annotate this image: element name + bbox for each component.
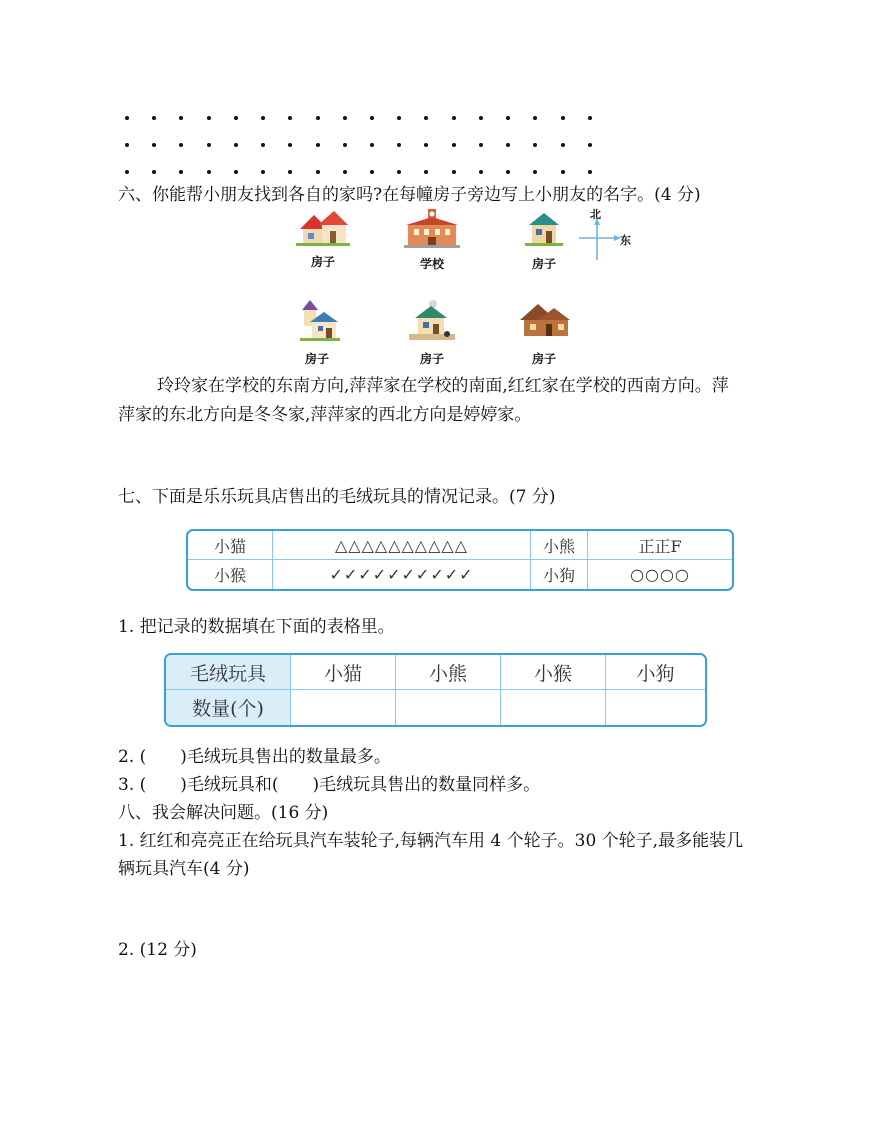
house-label: 房子: [531, 257, 556, 271]
tally-record-table: [186, 529, 734, 591]
house-farm: [397, 298, 467, 367]
record-cell: 小猫: [188, 531, 273, 560]
house-icon: [514, 298, 574, 344]
house-brown: [509, 298, 579, 367]
house-label: 房子: [310, 255, 335, 269]
grid-dot: [472, 158, 499, 185]
compass-east-label: 东: [620, 234, 631, 247]
house-teal: [509, 207, 579, 272]
grid-dot: [390, 104, 417, 131]
dot-grid: [118, 104, 608, 170]
grid-dot: [172, 158, 199, 185]
section8-title: 八、我会解决问题。(16 分): [118, 803, 329, 823]
record-cell: 小狗: [531, 560, 588, 589]
grid-dot: [145, 131, 172, 158]
table-header-cell: 毛绒玩具: [166, 655, 291, 690]
section8-question2: 2. (12 分): [118, 940, 197, 960]
grid-dot: [363, 158, 390, 185]
school-icon: [402, 207, 462, 249]
section7-title: 七、下面是乐乐玩具店售出的毛绒玩具的情况记录。(7 分): [118, 487, 556, 507]
house-icon: [294, 207, 352, 247]
grid-dot: [309, 104, 336, 131]
answer-cell[interactable]: [396, 690, 501, 725]
grid-dot: [309, 158, 336, 185]
grid-dot: [417, 131, 444, 158]
dot-row: [118, 104, 608, 131]
compass-north-label: 北: [590, 208, 601, 221]
grid-dot: [145, 158, 172, 185]
answer-cell[interactable]: [606, 690, 705, 725]
grid-dot: [200, 158, 227, 185]
dot-row: [118, 158, 608, 185]
house-tower: [282, 298, 352, 367]
school: [397, 207, 467, 272]
grid-dot: [445, 104, 472, 131]
grid-dot: [336, 104, 363, 131]
record-cell-marks: △△△△△△△△△△: [273, 531, 531, 560]
record-cell-marks: ✓✓✓✓✓✓✓✓✓✓: [273, 560, 531, 589]
house-label: 房子: [304, 352, 329, 366]
grid-dot: [554, 158, 581, 185]
grid-dot: [336, 158, 363, 185]
grid-dot: [390, 131, 417, 158]
school-label: 学校: [419, 257, 444, 271]
grid-dot: [581, 104, 608, 131]
grid-dot: [363, 104, 390, 131]
grid-dot: [390, 158, 417, 185]
section7-question3: 3. ( )毛绒玩具和( )毛绒玩具售出的数量同样多。: [118, 775, 541, 795]
grid-dot: [363, 131, 390, 158]
table-header-cell: 小猫: [291, 655, 396, 690]
section6-paragraph-line1: 玲玲家在学校的东南方向,萍萍家在学校的南面,红红家在学校的西南方向。萍: [157, 376, 729, 396]
grid-dot: [499, 104, 526, 131]
dot-row: [118, 131, 608, 158]
quantity-table: [164, 653, 707, 727]
answer-cell[interactable]: [501, 690, 606, 725]
grid-dot: [581, 158, 608, 185]
grid-dot: [227, 131, 254, 158]
grid-dot: [145, 104, 172, 131]
grid-dot: [472, 131, 499, 158]
house-icon: [288, 298, 346, 344]
record-cell-marks: 正正F: [588, 531, 732, 560]
grid-dot: [281, 104, 308, 131]
house-label: 房子: [419, 352, 444, 366]
grid-dot: [227, 104, 254, 131]
table-header-cell: 小狗: [606, 655, 705, 690]
section6-paragraph-line2: 萍家的东北方向是冬冬家,萍萍家的西北方向是婷婷家。: [118, 405, 532, 425]
table-header-cell: 小猴: [501, 655, 606, 690]
house-label: 房子: [531, 352, 556, 366]
grid-dot: [445, 158, 472, 185]
house-red: [288, 207, 358, 270]
section7-question2: 2. ( )毛绒玩具售出的数量最多。: [118, 747, 391, 767]
grid-dot: [200, 131, 227, 158]
grid-dot: [499, 131, 526, 158]
record-cell: 小猴: [188, 560, 273, 589]
grid-dot: [227, 158, 254, 185]
grid-dot: [281, 158, 308, 185]
table-header-cell: 小熊: [396, 655, 501, 690]
grid-dot: [309, 131, 336, 158]
grid-dot: [172, 104, 199, 131]
record-cell: 小熊: [531, 531, 588, 560]
grid-dot: [336, 131, 363, 158]
grid-dot: [526, 104, 553, 131]
table-row-label: 数量(个): [166, 690, 291, 725]
grid-dot: [445, 131, 472, 158]
section8-question1-line1: 1. 红红和亮亮正在给玩具汽车装轮子,每辆汽车用 4 个轮子。30 个轮子,最多能装几: [118, 831, 744, 851]
answer-cell[interactable]: [291, 690, 396, 725]
grid-dot: [118, 104, 145, 131]
grid-dot: [581, 131, 608, 158]
grid-dot: [499, 158, 526, 185]
grid-dot: [554, 104, 581, 131]
grid-dot: [417, 104, 444, 131]
grid-dot: [554, 131, 581, 158]
grid-dot: [254, 158, 281, 185]
house-icon: [515, 207, 573, 249]
grid-dot: [281, 131, 308, 158]
grid-dot: [254, 131, 281, 158]
grid-dot: [417, 158, 444, 185]
section8-question1-line2: 辆玩具汽车(4 分): [118, 859, 250, 879]
section7-question1: 1. 把记录的数据填在下面的表格里。: [118, 617, 395, 637]
grid-dot: [254, 104, 281, 131]
grid-dot: [526, 158, 553, 185]
grid-dot: [472, 104, 499, 131]
grid-dot: [200, 104, 227, 131]
farm-house-icon: [403, 298, 461, 344]
section6-title: 六、你能帮小朋友找到各自的家吗?在每幢房子旁边写上小朋友的名字。(4 分): [118, 185, 701, 205]
grid-dot: [118, 158, 145, 185]
record-cell-marks: ○○○○: [630, 565, 690, 584]
grid-dot: [118, 131, 145, 158]
grid-dot: [526, 131, 553, 158]
grid-dot: [172, 131, 199, 158]
